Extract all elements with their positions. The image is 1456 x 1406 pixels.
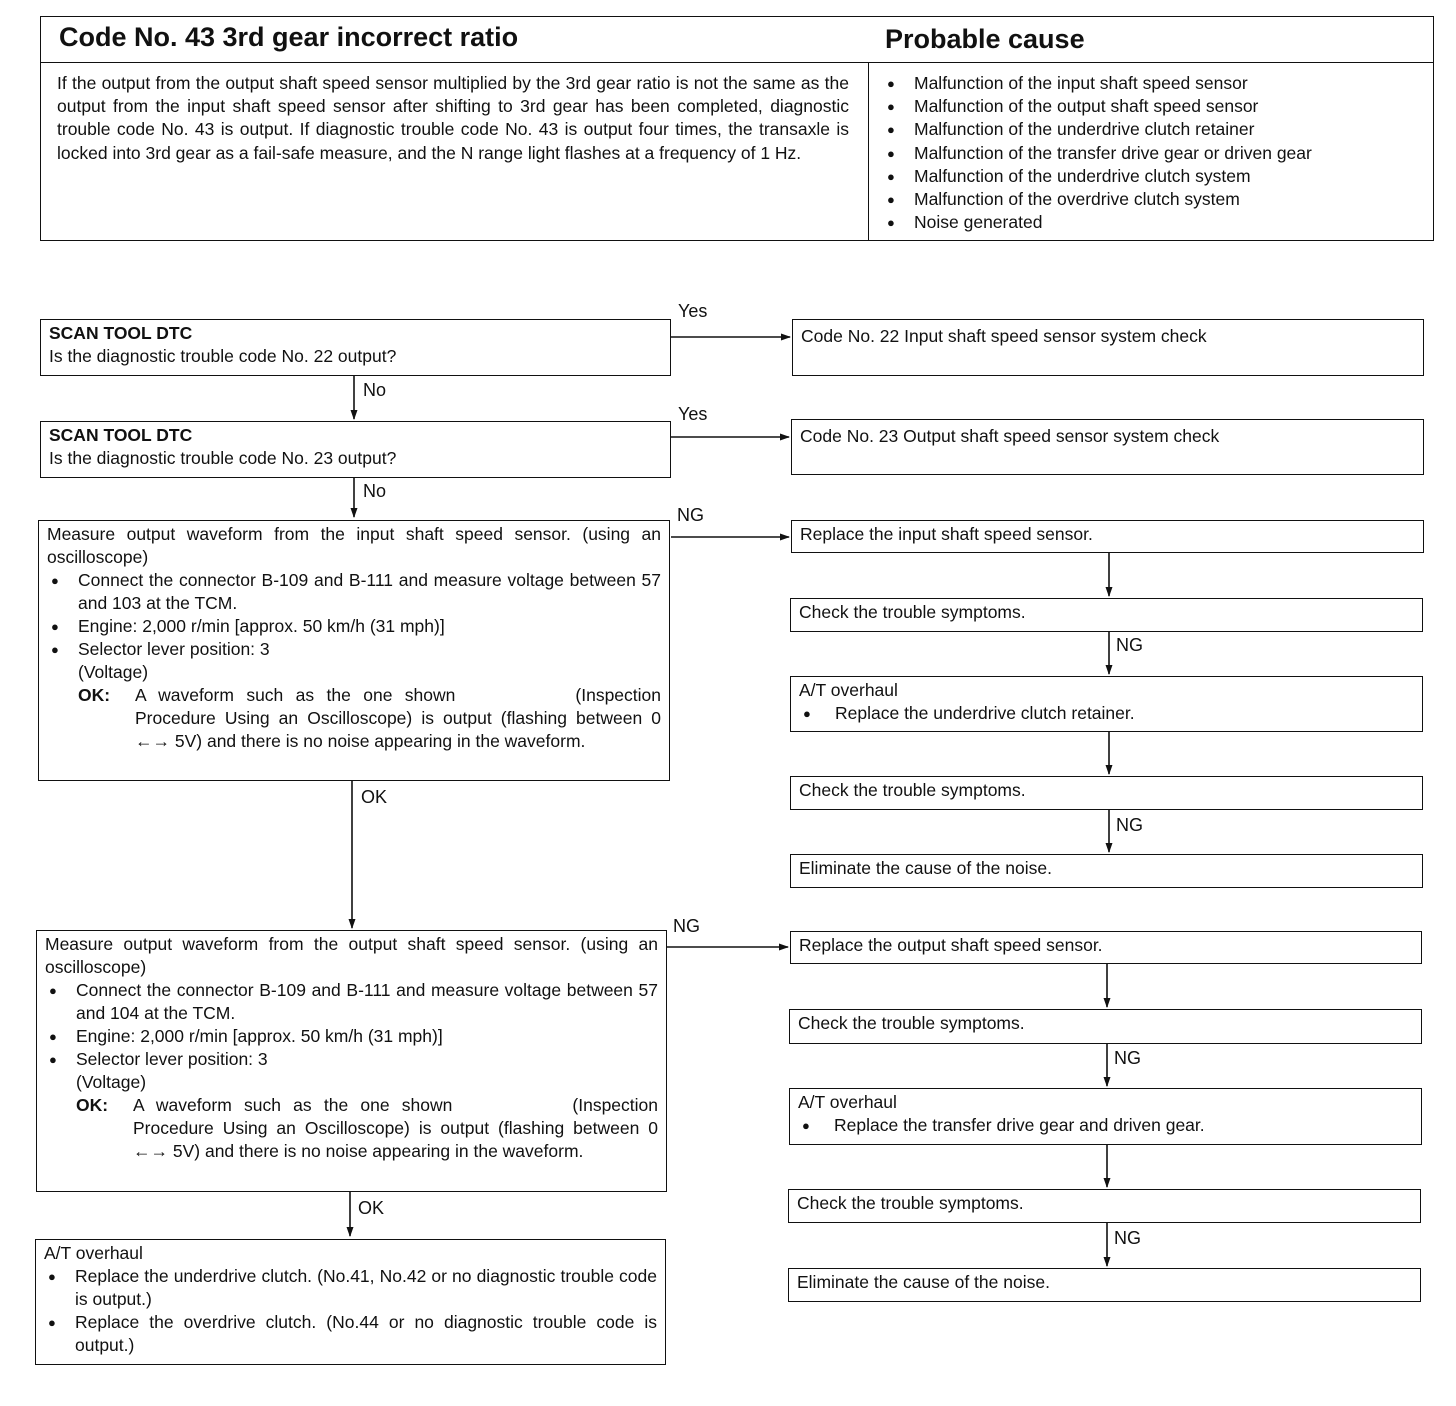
label-ng: NG bbox=[1116, 815, 1143, 835]
output-measure-intro: Measure output waveform from the output shaft speed sensor. (using an oscilloscope) bbox=[45, 934, 658, 977]
overhaul-underdrive-retainer-box bbox=[790, 676, 1423, 732]
probable-cause-title: Probable cause bbox=[885, 24, 1085, 54]
output-measure-step: ● Selector lever position: 3 bbox=[45, 1048, 658, 1071]
cause-item: ● Malfunction of the underdrive clutch system bbox=[883, 165, 1431, 188]
label-ok: OK bbox=[358, 1198, 385, 1218]
input-measure-step: ● Connect the connector B-109 and B-111 and measure voltage between 57 and 103 at the TCM. bbox=[47, 569, 661, 615]
replace-input-sensor-box: Replace the input shaft speed sensor. bbox=[791, 520, 1424, 553]
eliminate-noise-box: Eliminate the cause of the noise. bbox=[788, 1268, 1421, 1302]
code-title: Code No. 43 3rd gear incorrect ratio bbox=[59, 22, 519, 52]
cause-item: ● Malfunction of the input shaft speed sensor bbox=[883, 72, 1431, 95]
label-ng: NG bbox=[1114, 1048, 1141, 1068]
dtc23-question: Is the diagnostic trouble code No. 23 output? bbox=[49, 448, 397, 468]
final-overhaul-title: A/T overhaul bbox=[44, 1243, 143, 1263]
input-measure-ok-criteria bbox=[47, 684, 661, 753]
ok-text-part1: A waveform such as the one shown bbox=[135, 685, 456, 705]
output-waveform-measure-box bbox=[36, 930, 667, 1192]
dtc23-check-box bbox=[40, 421, 671, 478]
output-measure-step: ● Engine: 2,000 r/min [approx. 50 km/h (31 mph)] bbox=[45, 1025, 658, 1048]
dtc23-system-check-box: Code No. 23 Output shaft speed sensor system check bbox=[791, 419, 1424, 475]
replace-output-sensor-box: Replace the output shaft speed sensor. bbox=[790, 931, 1422, 964]
cause-item: ● Malfunction of the underdrive clutch retainer bbox=[883, 118, 1431, 141]
ok-text-part2: (Inspection Procedure Using an Oscilloscope) is output (flashing between 0 ←→ 5V) and there is no noise appearing in the waveform. bbox=[133, 1095, 658, 1161]
overhaul-title: A/T overhaul bbox=[798, 1092, 897, 1112]
output-measure-step: ● Connect the connector B-109 and B-111 and measure voltage between 57 and 104 at the TCM. bbox=[45, 979, 658, 1025]
final-overhaul-item: ● Replace the overdrive clutch. (No.44 or no diagnostic trouble code is output.) bbox=[44, 1311, 657, 1357]
label-no: No bbox=[363, 481, 387, 501]
dtc22-question: Is the diagnostic trouble code No. 22 output? bbox=[49, 346, 397, 366]
label-ng: NG bbox=[1116, 635, 1143, 655]
output-measure-voltage: (Voltage) bbox=[76, 1072, 147, 1092]
dtc23-title: SCAN TOOL DTC bbox=[49, 425, 193, 445]
label-yes: Yes bbox=[678, 404, 708, 424]
ok-key: OK: bbox=[76, 1095, 109, 1115]
dtc22-title: SCAN TOOL DTC bbox=[49, 323, 193, 343]
input-waveform-measure-box bbox=[38, 520, 670, 781]
check-symptoms-box: Check the trouble symptoms. bbox=[790, 598, 1423, 632]
label-no: No bbox=[363, 380, 387, 400]
cause-item: ● Noise generated bbox=[883, 211, 1431, 234]
label-ok: OK bbox=[361, 787, 388, 807]
input-measure-intro: Measure output waveform from the input shaft speed sensor. (using an oscilloscope) bbox=[47, 524, 661, 567]
label-ng: NG bbox=[1114, 1228, 1141, 1248]
code-description: If the output from the output shaft speed sensor multiplied by the 3rd gear ratio is not the same as the output from the input shaft speed sensor after shifting to 3rd gear has been completed, diagnostic trouble code No. 43 is output. If diagnostic trouble code No. 43 is output four times, the transaxle is locked into 3rd gear as a fail-safe measure, and the N range light flashes at a frequency of 1 Hz. bbox=[57, 73, 849, 163]
ok-text-part2: (Inspection Procedure Using an Oscilloscope) is output (flashing between 0 ←→ 5V) and there is no noise appearing in the waveform. bbox=[135, 685, 661, 751]
final-overhaul-box bbox=[35, 1239, 666, 1365]
overhaul-title: A/T overhaul bbox=[799, 680, 898, 700]
label-ng: NG bbox=[677, 505, 704, 525]
label-yes: Yes bbox=[678, 301, 708, 321]
eliminate-noise-box: Eliminate the cause of the noise. bbox=[790, 854, 1423, 888]
cause-item: ● Malfunction of the overdrive clutch system bbox=[883, 188, 1431, 211]
check-symptoms-box: Check the trouble symptoms. bbox=[790, 776, 1423, 810]
dtc22-check-box bbox=[40, 319, 671, 376]
ok-text-part1: A waveform such as the one shown bbox=[133, 1095, 453, 1115]
cause-item: ● Malfunction of the output shaft speed sensor bbox=[883, 95, 1431, 118]
final-overhaul-item: ● Replace the underdrive clutch. (No.41, No.42 or no diagnostic trouble code is output.) bbox=[44, 1265, 657, 1311]
input-measure-voltage: (Voltage) bbox=[78, 662, 149, 682]
overhaul-item: ● Replace the transfer drive gear and driven gear. bbox=[798, 1114, 1413, 1137]
overhaul-transfer-gear-box bbox=[789, 1088, 1422, 1145]
check-symptoms-box: Check the trouble symptoms. bbox=[788, 1189, 1421, 1223]
dtc22-system-check-box: Code No. 22 Input shaft speed sensor system check bbox=[792, 319, 1424, 376]
check-symptoms-box: Check the trouble symptoms. bbox=[789, 1009, 1422, 1044]
ok-key: OK: bbox=[78, 685, 111, 705]
cause-item: ● Malfunction of the transfer drive gear or driven gear bbox=[883, 142, 1431, 165]
input-measure-step: ● Selector lever position: 3 bbox=[47, 638, 661, 661]
label-ng: NG bbox=[673, 916, 700, 936]
input-measure-step: ● Engine: 2,000 r/min [approx. 50 km/h (31 mph)] bbox=[47, 615, 661, 638]
overhaul-item: ● Replace the underdrive clutch retainer. bbox=[799, 702, 1414, 725]
output-measure-ok-criteria bbox=[45, 1094, 658, 1163]
